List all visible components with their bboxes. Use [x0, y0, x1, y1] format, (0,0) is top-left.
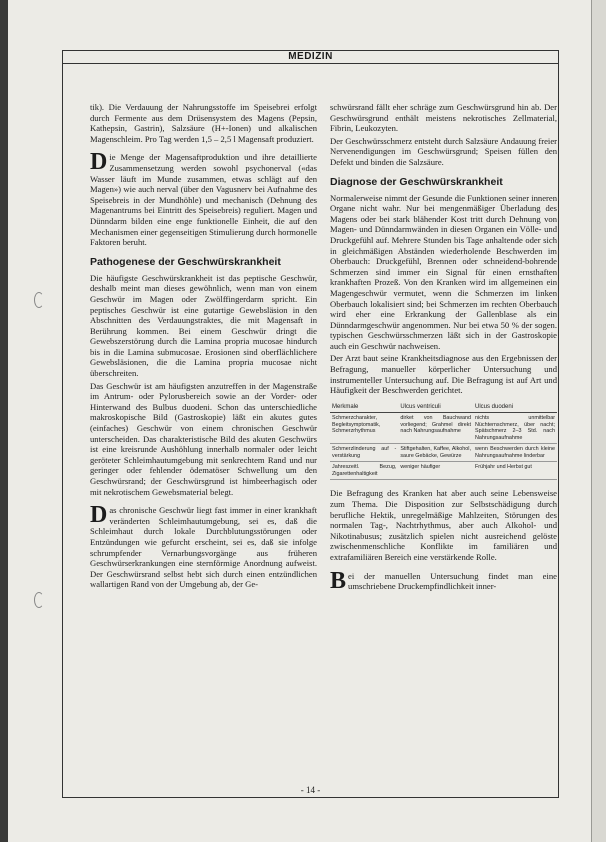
- paragraph: Normalerweise nimmt der Gesunde die Funktionen seiner inneren Organe nicht wahr. Nur bei mengenmäßiger Überladung des Magens oder bei stark blähender Kost tritt durch Dehnung von Magen- und Dünndarmwänden in diesen Organen ein Völle- und Druckgefühl auf. Mehrere Stunden bis Tage anhaltende oder sich in gleichmäßigen Abständen wiederholende Beschwerden im Oberbauch: Druckgefühl, Brennen oder schneidend-bohrende Schmerzen sind immer ein Signal für einen ernsthaften krankhaften Prozeß. Von den Kranken wird im allgemeinen ein Magengeschwür vermutet, wenn die Schmerzen im linken Oberbauch lokalisiert sind; bei Schmerzen im rechten Oberbauch wird eher eine Erkrankung der Gallenblase als ein Dünndarmgeschwür angenommen. Nur bei etwa 50 % der sogen. typischen Geschwürsschmerzen läßt sich in der Gastroskopie auch ein Geschwür nachweisen.: [330, 192, 557, 351]
- paragraph: tik). Die Verdauung der Nahrungsstoffe im Speisebrei erfolgt durch Fermente aus dem Drüsensystem des Magens (Pepsin, Kathepsin, Gastrin), Salzsäure (H+-Ionen) und alkalischen Magenschleim. Pro Tag werden 1,5 – 2,5 l Magensaft produziert.: [90, 102, 317, 144]
- table-header: Ulcus ventriculi: [398, 402, 473, 413]
- paragraph: Die häufigste Geschwürskrankheit ist das peptische Geschwür, deshalb meint man dieses gewöhnlich, wenn man von einem Geschwür im Magen oder Zwölffingerdarm spricht. Ein peptisches Geschwür ist eine gutartige Gewebsläsion in den Abschnitten des Verdauungstraktes, die mit Magensaft in Berührung kommen. Bei einem Geschwür dringt die Gewebszerstörung durch die Lamina propria mucosae hindurch bis in die Lamina submucosae. Erosionen sind oberflächlichere Gewebsläsionen, die die Lamina propria mucosae nicht überschreiten.: [90, 272, 317, 379]
- paragraph: Der Geschwürsschmerz entsteht durch Salzsäure Andauung freier Nervenendigungen im Geschwürsgrund; Speisen füllen den Defekt und binden die Salzsäure.: [330, 135, 557, 167]
- table-cell: weniger häufiger: [398, 462, 473, 480]
- paragraph: Das Geschwür ist am häufigsten anzutreffen in der Magenstraße im Antrum- oder Pylorusbereich sowie an der Vorder- oder Hinterwand des Bulbus duodeni. Schon das unterschiedliche makroskopische Bild (Gastroskopie) läßt ein akutes gutes (einfaches) Geschwür von einem chronischen Geschwür unterscheiden. Das charakteristische Bild des akuten Geschwürs ist eine kreisrunde Aushöhlung innerhalb normaler oder leicht geröteter Schleimhautumgebung mit senkrechtem Rand und nur geringer oder fehlender ödematöser Schwellung um den Geschwürsrand; der Geschwürsgrund ist himbeerhagisch oder mit nekrotischem Gewebsmaterial belegt.: [90, 380, 317, 497]
- binder-hole-mark: [34, 592, 44, 608]
- left-column: [90, 102, 317, 592]
- table-cell: Schmerzcharakter, Begleitsymptomatik, Schmerzrhythmus: [330, 413, 398, 444]
- table-row: [330, 444, 557, 462]
- table-cell: Schmerzlinderung auf -verstärkung: [330, 444, 398, 462]
- table-cell: Frühjahr und Herbst gut: [473, 462, 557, 480]
- table-cell: Stiftgehalten, Kaffee, Alkohol, saure Gebäcke, Gewürze: [398, 444, 473, 462]
- table-cell: Jahreszeitl. Bezug, Zigarettenhaltigkeit: [330, 462, 398, 480]
- table-row: [330, 462, 557, 480]
- paragraph: schwürsrand fällt eher schräge zum Geschwürsgrund hin ab. Der Geschwürsgrund enthält meistens nekrotisches Zellmaterial, Fibrin, Leukozyten.: [330, 102, 557, 134]
- table-cell: nichts unmittelbar Nüchternschmerz, über nacht; Spätschmerz 2–3 Std. nach Nahrungsaufnahme: [473, 413, 557, 444]
- table-header: Merkmale: [330, 402, 398, 413]
- table-row: [330, 413, 557, 444]
- paragraph: Bei der manuellen Untersuchung findet man eine umschriebene Druckempfindlichkeit inner-: [330, 567, 557, 594]
- paragraph: Die Menge der Magensaftproduktion und ihre detaillierte Zusammensetzung werden sowohl psychonerval («das Wasser läuft im Munde zusammen, etwas schlägt auf den Magen») wie auch nerval (über den Vagusnerv bei Aufnahme des Speisebreis in der Mundhöhle) und mechanisch (Dehnung des Magenantrums bei Eintritt des Speisebreis) reguliert. Magen und Dünndarm bilden eine enge funktionelle Einheit, die auf den Mechanismen einer gegenseitigen Stimulierung durch hormonelle Faktoren beruht.: [90, 149, 317, 248]
- section-heading: Pathogenese der Geschwürskrankheit: [90, 255, 281, 268]
- right-column: [330, 102, 557, 594]
- table-header-row: [330, 402, 557, 413]
- symptom-table: [330, 402, 557, 481]
- table-cell: dirket von Bauchwand vorliegend; Grahmel direkt nach Nahrungsaufnahme: [398, 413, 473, 444]
- section-heading: Diagnose der Geschwürskrankheit: [330, 175, 503, 188]
- section-header: MEDIZIN: [62, 50, 559, 64]
- binder-hole-mark: [34, 292, 44, 308]
- paragraph: Die Befragung des Kranken hat aber auch seine Lebensweise zum Thema. Die Disposition zur Selbstschädigung durch berufliche Hektik, unregelmäßige Mahlzeiten, Störungen des normalen Tag-, Nachtrhythmus, aber auch Alkohol- und Nikotinabusus; zusätzlich spielen nicht ausreichend gelöste zwischenmenschliche Konflikte im familiären und extrafamiliären Bereich eine verstärkende Rolle.: [330, 488, 557, 562]
- next-page-edge: [591, 0, 606, 842]
- paragraph: Das chronische Geschwür liegt fast immer in einer krankhaft veränderten Schleimhautumgebung, sei es, daß die Schleimhaut durch lokale Durchblutungsstörungen oder Entzündungen wie gefurcht erscheint, sei es, daß sie infolge schrumpfender Vernarbungsvorgänge aus früheren Geschwürserkrankungen eine sternförmige Anordnung aufweist. Der Geschwürsrand selbst hebt sich durch einen entzündlichen wallartigen Rand von der Umgebung ab, der Ge-: [90, 502, 317, 590]
- page-number: - 14 -: [300, 785, 321, 795]
- table-header: Ulcus duodeni: [473, 402, 557, 413]
- paragraph: Der Arzt baut seine Krankheitsdiagnose aus den Ergebnissen der Befragung, manueller körperlicher Untersuchung und instrumenteller Untersuchung auf. Die Befragung ist auf Art und Häufigkeit der Beschwerden gerichtet.: [330, 353, 557, 396]
- table-cell: wenn Beschwerden durch kleine Nahrungsaufnahme linderbar: [473, 444, 557, 462]
